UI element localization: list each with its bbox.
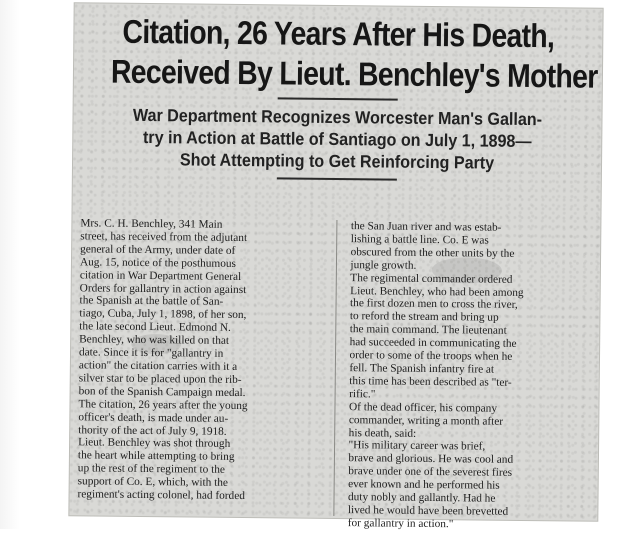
article-text-line: Of the dead officer, his company — [348, 400, 498, 415]
article-text-line: general of the Army, under date of — [80, 243, 236, 257]
article-text-line: brave under one of the severest fires — [348, 465, 513, 480]
column-divider — [333, 220, 337, 516]
article-text-line: for gallantry in action." — [347, 516, 454, 531]
subheadline-line-3: Shot Attempting to Get Reinforcing Party — [179, 149, 495, 173]
article-text-line: ever known and he performed his — [348, 478, 500, 492]
article-text-line: fell. The Spanish infantry fire at — [349, 362, 495, 376]
article-text-line: the Spanish at the battle of San- — [79, 294, 224, 309]
article-text-line: commander, writing a month after — [348, 413, 504, 428]
article-text-line: the first dozen men to cross the river, — [350, 297, 518, 312]
subheadline-line-2: try in Action at Battle of Santiago on July 1, 1898— — [142, 126, 532, 152]
article-text-line: lishing a battle line. Co. E was — [350, 233, 489, 247]
article-text-line: thority of the act of July 9, 1918. — [78, 423, 227, 438]
article-text-line: brave and glorious. He was cool and — [348, 452, 514, 467]
article-text-line: Lieut. Benchley was shot through — [78, 436, 231, 451]
article-column-left — [77, 217, 322, 516]
article-text-line: officer's death, is made under au- — [78, 410, 229, 425]
article-text-line: bon of the Spanish Campaign medal. — [78, 385, 246, 399]
article-text-line: obscured from the other units by the — [350, 245, 515, 260]
article-text-line: the late second Lieut. Edmond N. — [79, 320, 231, 335]
article-text-line: had succeeded in communicating the — [349, 336, 517, 351]
article-text-line: action" the citation carries with it a — [78, 359, 238, 373]
article-text-line: his death, said: — [348, 426, 417, 440]
article-text-line: duty nobly and gallantly. Had he — [347, 491, 496, 505]
article-text-line: "His military career was brief, — [348, 439, 486, 453]
article-text-line: tiago, Cuba, July 1, 1898, of her son, — [79, 307, 247, 322]
article-text-line: order to some of the troops when he — [349, 349, 513, 363]
article-text-line: The regimental commander ordered — [350, 271, 513, 286]
article-text-line: lived he would have been brevetted — [347, 504, 509, 518]
scan-background-edge — [0, 0, 20, 529]
article-text-line: Lieut. Benchley, who had been among — [350, 284, 524, 299]
subheadline — [94, 103, 580, 174]
headline-divider — [278, 97, 398, 100]
article-text-line: the heart while attempting to bring — [77, 449, 235, 464]
article-text-line: The citation, 26 years after the young — [78, 397, 248, 412]
article-text-line: Benchley, who was killed on that — [79, 333, 230, 348]
article-text-line: Orders for gallantry in action against — [79, 281, 247, 296]
article-text-line: Aug. 15, notice of the posthumous — [79, 256, 236, 270]
article-text-line: up the rest of the regiment to the — [77, 462, 226, 477]
article-text-line: Mrs. C. H. Benchley, 341 Main — [80, 217, 223, 231]
article-text-line: the San Juan river and was estab- — [350, 220, 502, 234]
article-text-line: date. Since it is for "gallantry in — [78, 346, 224, 360]
headline-line-2: Received By Lieut. Benchley's Mother — [110, 52, 598, 95]
article-text-line: jungle growth. — [350, 258, 417, 272]
subheadline-divider — [277, 177, 397, 180]
headline — [110, 12, 598, 97]
article-text-line: the main command. The lieutenant — [349, 323, 507, 338]
article-text-line: support of Co. E, which, with the — [77, 475, 229, 490]
article-text-line: this time has been described as "ter- — [349, 375, 512, 389]
article-column-right — [347, 220, 593, 531]
newspaper-clipping — [69, 3, 602, 531]
article-text-line: street, has received from the adjutant — [80, 230, 248, 244]
article-text-line: citation in War Department General — [79, 268, 242, 283]
article-body — [77, 217, 592, 531]
article-text-line: regiment's acting colonel, had forded — [77, 488, 245, 503]
headline-line-1: Citation, 26 Years After His Death, — [122, 12, 555, 55]
article-text-line: rific." — [349, 387, 376, 401]
article-text-line: to reford the stream and bring up — [349, 310, 499, 325]
article-text-line: silver star to be placed upon the rib- — [78, 372, 242, 386]
subheadline-line-1: War Department Recognizes Worcester Man's Gallan- — [132, 104, 543, 130]
